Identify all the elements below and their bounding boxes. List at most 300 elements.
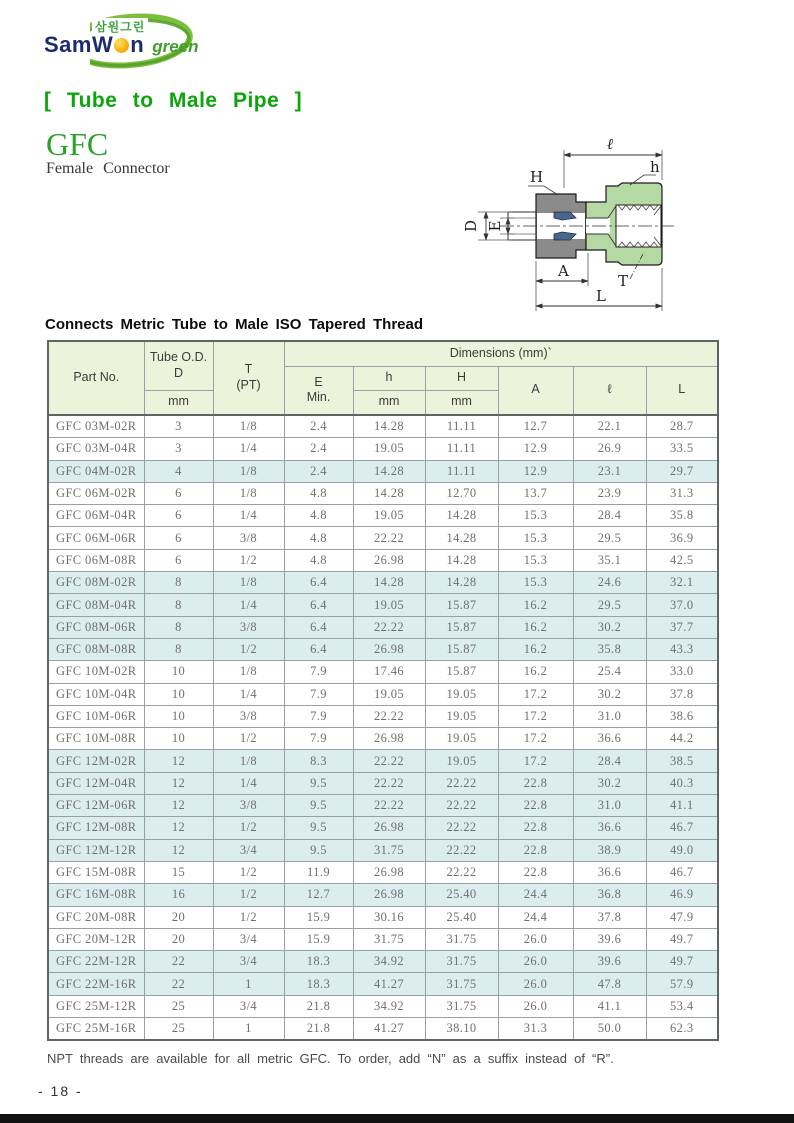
cell-h-cap: 14.28	[425, 572, 498, 594]
cell-l: 49.7	[646, 951, 718, 973]
cell-e-min: 18.3	[284, 973, 353, 995]
table-row	[48, 839, 718, 861]
cell-thread-size: 1/2	[213, 884, 284, 906]
cell-a: 15.3	[498, 549, 573, 571]
cell-e-min: 11.9	[284, 861, 353, 883]
cell-l: 46.9	[646, 884, 718, 906]
cell-h-cap: 14.28	[425, 549, 498, 571]
cell-l: 46.7	[646, 817, 718, 839]
cell-h: 22.22	[353, 616, 425, 638]
table-row	[48, 750, 718, 772]
col-header-tube-od: Tube O.D. D	[144, 341, 213, 390]
cell-part-no: GFC 03M-02R	[48, 415, 144, 438]
cell-thread-size: 3/8	[213, 616, 284, 638]
cell-e-min: 2.4	[284, 415, 353, 438]
cell-h-cap: 12.70	[425, 482, 498, 504]
cell-h: 26.98	[353, 817, 425, 839]
cell-part-no: GFC 12M-04R	[48, 772, 144, 794]
cell-thread-size: 3/8	[213, 527, 284, 549]
cell-tube-od: 16	[144, 884, 213, 906]
cell-h: 14.28	[353, 572, 425, 594]
cell-thread-size: 1/8	[213, 572, 284, 594]
cell-ell: 37.8	[573, 906, 646, 928]
cell-thread-size: 3/8	[213, 795, 284, 817]
logo-brand	[44, 32, 199, 58]
cell-part-no: GFC 08M-04R	[48, 594, 144, 616]
cell-ell: 36.8	[573, 884, 646, 906]
table-row	[48, 928, 718, 950]
cell-h: 19.05	[353, 438, 425, 460]
cell-h: 41.27	[353, 973, 425, 995]
table-row	[48, 728, 718, 750]
cell-h-cap: 22.22	[425, 839, 498, 861]
series-name: Female Connector	[46, 160, 170, 177]
cell-e-min: 18.3	[284, 951, 353, 973]
cell-e-min: 6.4	[284, 638, 353, 660]
col-header-ell: ℓ	[573, 366, 646, 415]
cell-ell: 22.1	[573, 415, 646, 438]
cell-part-no: GFC 12M-02R	[48, 750, 144, 772]
cell-ell: 36.6	[573, 861, 646, 883]
cell-a: 13.7	[498, 482, 573, 504]
cell-ell: 35.1	[573, 549, 646, 571]
cell-ell: 35.8	[573, 638, 646, 660]
col-header-tube-od-unit: mm	[144, 390, 213, 415]
table-row	[48, 995, 718, 1017]
cell-part-no: GFC 08M-08R	[48, 638, 144, 660]
cell-l: 37.0	[646, 594, 718, 616]
cell-ell: 23.1	[573, 460, 646, 482]
dim-label-E: E	[486, 220, 504, 232]
cell-ell: 47.8	[573, 973, 646, 995]
cell-h: 30.16	[353, 906, 425, 928]
cell-l: 35.8	[646, 505, 718, 527]
col-header-h-small-unit: mm	[353, 390, 425, 415]
cell-e-min: 4.8	[284, 482, 353, 504]
cell-l: 41.1	[646, 795, 718, 817]
cell-part-no: GFC 10M-06R	[48, 705, 144, 727]
cell-h-cap: 19.05	[425, 683, 498, 705]
dim-label-T: T	[618, 272, 629, 290]
cell-e-min: 7.9	[284, 683, 353, 705]
cell-h: 26.98	[353, 861, 425, 883]
cell-e-min: 8.3	[284, 750, 353, 772]
cell-h: 17.46	[353, 661, 425, 683]
cell-part-no: GFC 12M-12R	[48, 839, 144, 861]
cell-h-cap: 22.22	[425, 772, 498, 794]
cell-h-cap: 11.11	[425, 415, 498, 438]
cell-h-cap: 19.05	[425, 705, 498, 727]
cell-l: 38.6	[646, 705, 718, 727]
cell-a: 17.2	[498, 683, 573, 705]
dim-label-L: L	[596, 287, 606, 305]
cell-l: 33.5	[646, 438, 718, 460]
cell-ell: 23.9	[573, 482, 646, 504]
page-number: - 18 -	[38, 1083, 83, 1099]
cell-thread-size: 1/2	[213, 549, 284, 571]
cell-ell: 41.1	[573, 995, 646, 1017]
cell-part-no: GFC 10M-02R	[48, 661, 144, 683]
cell-h: 31.75	[353, 928, 425, 950]
cell-e-min: 4.8	[284, 527, 353, 549]
table-row	[48, 973, 718, 995]
table-row	[48, 616, 718, 638]
cell-e-min: 7.9	[284, 705, 353, 727]
cell-tube-od: 12	[144, 839, 213, 861]
cell-h: 31.75	[353, 839, 425, 861]
cell-tube-od: 8	[144, 572, 213, 594]
cell-l: 37.7	[646, 616, 718, 638]
dim-label-A: A	[558, 262, 569, 280]
cell-part-no: GFC 10M-08R	[48, 728, 144, 750]
cell-thread-size: 3/8	[213, 705, 284, 727]
cell-l: 32.1	[646, 572, 718, 594]
cell-ell: 26.9	[573, 438, 646, 460]
col-header-h-cap: H	[425, 366, 498, 390]
cell-h-cap: 11.11	[425, 438, 498, 460]
cell-e-min: 6.4	[284, 616, 353, 638]
col-header-dimensions: Dimensions (mm)`	[284, 341, 718, 366]
cell-a: 16.2	[498, 616, 573, 638]
col-header-e-min: E Min.	[284, 366, 353, 415]
cell-thread-size: 1/4	[213, 594, 284, 616]
cell-ell: 50.0	[573, 1018, 646, 1041]
cell-thread-size: 1/2	[213, 817, 284, 839]
cell-h-cap: 22.22	[425, 817, 498, 839]
cell-thread-size: 3/4	[213, 928, 284, 950]
cell-tube-od: 6	[144, 527, 213, 549]
cell-l: 33.0	[646, 661, 718, 683]
spec-table	[47, 340, 719, 1041]
cell-a: 12.9	[498, 438, 573, 460]
cell-a: 12.7	[498, 415, 573, 438]
cell-ell: 28.4	[573, 505, 646, 527]
cell-h: 14.28	[353, 415, 425, 438]
cell-tube-od: 10	[144, 661, 213, 683]
cell-tube-od: 8	[144, 616, 213, 638]
cell-e-min: 21.8	[284, 995, 353, 1017]
cell-h-cap: 11.11	[425, 460, 498, 482]
table-row	[48, 772, 718, 794]
cell-tube-od: 15	[144, 861, 213, 883]
cell-e-min: 21.8	[284, 1018, 353, 1041]
cell-l: 49.0	[646, 839, 718, 861]
category-title: [ Tube to Male Pipe ]	[44, 89, 303, 112]
cell-h-cap: 31.75	[425, 973, 498, 995]
cell-part-no: GFC 03M-04R	[48, 438, 144, 460]
brand-text-suffix: n	[130, 32, 145, 57]
cell-a: 16.2	[498, 638, 573, 660]
cell-h: 41.27	[353, 1018, 425, 1041]
cell-h: 26.98	[353, 638, 425, 660]
cell-tube-od: 25	[144, 1018, 213, 1041]
cell-tube-od: 25	[144, 995, 213, 1017]
cell-h-cap: 31.75	[425, 951, 498, 973]
cell-l: 31.3	[646, 482, 718, 504]
cell-tube-od: 4	[144, 460, 213, 482]
cell-h-cap: 31.75	[425, 928, 498, 950]
cell-tube-od: 6	[144, 482, 213, 504]
cell-a: 15.3	[498, 572, 573, 594]
cell-part-no: GFC 16M-08R	[48, 884, 144, 906]
cell-a: 15.3	[498, 505, 573, 527]
cell-part-no: GFC 12M-06R	[48, 795, 144, 817]
cell-part-no: GFC 22M-16R	[48, 973, 144, 995]
cell-thread-size: 1/8	[213, 750, 284, 772]
table-row	[48, 505, 718, 527]
cell-tube-od: 12	[144, 795, 213, 817]
cell-h: 22.22	[353, 772, 425, 794]
cell-ell: 28.4	[573, 750, 646, 772]
series-code: GFC	[46, 126, 109, 162]
cell-l: 38.5	[646, 750, 718, 772]
cell-e-min: 6.4	[284, 594, 353, 616]
table-row	[48, 482, 718, 504]
col-header-a: A	[498, 366, 573, 415]
cell-e-min: 9.5	[284, 839, 353, 861]
cell-ell: 39.6	[573, 951, 646, 973]
table-row	[48, 527, 718, 549]
cell-ell: 30.2	[573, 772, 646, 794]
cell-a: 16.2	[498, 594, 573, 616]
cell-h: 34.92	[353, 951, 425, 973]
cell-h-cap: 19.05	[425, 728, 498, 750]
cell-a: 22.8	[498, 861, 573, 883]
table-row	[48, 572, 718, 594]
cell-tube-od: 22	[144, 951, 213, 973]
cell-a: 26.0	[498, 973, 573, 995]
cell-tube-od: 20	[144, 928, 213, 950]
cell-h-cap: 14.28	[425, 505, 498, 527]
cell-thread-size: 1/2	[213, 728, 284, 750]
cell-part-no: GFC 22M-12R	[48, 951, 144, 973]
cell-part-no: GFC 25M-12R	[48, 995, 144, 1017]
dim-label-h: h	[650, 158, 660, 176]
cell-tube-od: 3	[144, 438, 213, 460]
dim-label-D: D	[462, 219, 480, 233]
cell-e-min: 9.5	[284, 817, 353, 839]
cell-h-cap: 25.40	[425, 884, 498, 906]
cell-thread-size: 1/8	[213, 661, 284, 683]
cell-l: 37.8	[646, 683, 718, 705]
table-row	[48, 460, 718, 482]
cell-part-no: GFC 06M-02R	[48, 482, 144, 504]
cell-thread-size: 1/4	[213, 505, 284, 527]
cell-ell: 36.6	[573, 817, 646, 839]
page-bottom-bar	[0, 1114, 794, 1123]
table-title: Connects Metric Tube to Male ISO Tapered Thread	[45, 316, 424, 333]
cell-a: 31.3	[498, 1018, 573, 1041]
table-row	[48, 705, 718, 727]
footer-note: NPT threads are available for all metric GFC. To order, add “N” as a suffix instead of “R”.	[47, 1051, 614, 1066]
cell-e-min: 4.8	[284, 549, 353, 571]
cell-a: 26.0	[498, 995, 573, 1017]
cell-h: 22.22	[353, 527, 425, 549]
cell-thread-size: 1/2	[213, 906, 284, 928]
cell-part-no: GFC 20M-08R	[48, 906, 144, 928]
cell-ell: 29.5	[573, 527, 646, 549]
cell-a: 22.8	[498, 795, 573, 817]
cell-thread-size: 1/8	[213, 415, 284, 438]
cell-tube-od: 6	[144, 505, 213, 527]
brand-text-prefix: SamW	[44, 32, 114, 57]
cell-h: 19.05	[353, 505, 425, 527]
cell-tube-od: 20	[144, 906, 213, 928]
col-header-h-cap-unit: mm	[425, 390, 498, 415]
cell-h: 14.28	[353, 460, 425, 482]
cell-part-no: GFC 06M-06R	[48, 527, 144, 549]
cell-ell: 30.2	[573, 616, 646, 638]
samwon-logo	[40, 12, 198, 72]
cell-ell: 29.5	[573, 594, 646, 616]
cell-ell: 30.2	[573, 683, 646, 705]
logo-korean-text: 삼원그린	[92, 18, 148, 35]
cell-a: 15.3	[498, 527, 573, 549]
orange-dot-icon	[114, 38, 129, 53]
table-row	[48, 415, 718, 438]
cell-tube-od: 3	[144, 415, 213, 438]
cell-tube-od: 12	[144, 817, 213, 839]
table-row	[48, 817, 718, 839]
cell-l: 47.9	[646, 906, 718, 928]
fitting-cross-section-diagram	[458, 128, 780, 320]
cell-thread-size: 1/4	[213, 772, 284, 794]
col-header-thread: T (PT)	[213, 341, 284, 415]
table-row	[48, 884, 718, 906]
cell-h: 34.92	[353, 995, 425, 1017]
spec-table-body	[48, 415, 718, 1040]
cell-h-cap: 15.87	[425, 594, 498, 616]
dim-label-ell: ℓ	[606, 135, 614, 153]
brand-tagline: green	[152, 37, 199, 56]
cell-tube-od: 8	[144, 594, 213, 616]
cell-part-no: GFC 10M-04R	[48, 683, 144, 705]
cell-a: 16.2	[498, 661, 573, 683]
table-row	[48, 438, 718, 460]
cell-a: 26.0	[498, 928, 573, 950]
cell-a: 12.9	[498, 460, 573, 482]
table-row	[48, 661, 718, 683]
cell-thread-size: 1/2	[213, 861, 284, 883]
table-row	[48, 683, 718, 705]
cell-e-min: 6.4	[284, 572, 353, 594]
cell-l: 46.7	[646, 861, 718, 883]
cell-h-cap: 15.87	[425, 661, 498, 683]
cell-thread-size: 1/4	[213, 683, 284, 705]
cell-e-min: 2.4	[284, 460, 353, 482]
cell-part-no: GFC 06M-08R	[48, 549, 144, 571]
cell-l: 43.3	[646, 638, 718, 660]
cell-part-no: GFC 20M-12R	[48, 928, 144, 950]
cell-ell: 39.6	[573, 928, 646, 950]
col-header-l-cap: L	[646, 366, 718, 415]
cell-l: 42.5	[646, 549, 718, 571]
cell-ell: 31.0	[573, 795, 646, 817]
cell-h: 19.05	[353, 594, 425, 616]
cell-h-cap: 22.22	[425, 861, 498, 883]
cell-h: 26.98	[353, 549, 425, 571]
cell-thread-size: 1/4	[213, 438, 284, 460]
cell-part-no: GFC 08M-02R	[48, 572, 144, 594]
cell-ell: 24.6	[573, 572, 646, 594]
cell-h-cap: 38.10	[425, 1018, 498, 1041]
cell-thread-size: 1	[213, 973, 284, 995]
col-header-part-no: Part No.	[48, 341, 144, 415]
dim-label-H: H	[530, 168, 544, 186]
cell-thread-size: 3/4	[213, 995, 284, 1017]
cell-l: 62.3	[646, 1018, 718, 1041]
cell-h-cap: 22.22	[425, 795, 498, 817]
cell-ell: 31.0	[573, 705, 646, 727]
cell-h: 26.98	[353, 728, 425, 750]
cell-part-no: GFC 08M-06R	[48, 616, 144, 638]
cell-e-min: 12.7	[284, 884, 353, 906]
cell-a: 17.2	[498, 728, 573, 750]
cell-a: 17.2	[498, 705, 573, 727]
cell-a: 17.2	[498, 750, 573, 772]
spec-table-header	[48, 341, 718, 415]
table-row	[48, 906, 718, 928]
table-row	[48, 594, 718, 616]
cell-e-min: 15.9	[284, 906, 353, 928]
cell-h-cap: 15.87	[425, 638, 498, 660]
cell-h-cap: 15.87	[425, 616, 498, 638]
cell-a: 22.8	[498, 772, 573, 794]
cell-l: 49.7	[646, 928, 718, 950]
cell-h: 19.05	[353, 683, 425, 705]
cell-h-cap: 31.75	[425, 995, 498, 1017]
cell-h: 26.98	[353, 884, 425, 906]
cell-thread-size: 1/8	[213, 460, 284, 482]
cell-part-no: GFC 12M-08R	[48, 817, 144, 839]
cell-a: 26.0	[498, 951, 573, 973]
cell-e-min: 7.9	[284, 661, 353, 683]
cell-tube-od: 10	[144, 705, 213, 727]
cell-a: 22.8	[498, 839, 573, 861]
col-header-h-small: h	[353, 366, 425, 390]
cell-thread-size: 1	[213, 1018, 284, 1041]
cell-h: 22.22	[353, 750, 425, 772]
cell-tube-od: 10	[144, 728, 213, 750]
cell-e-min: 7.9	[284, 728, 353, 750]
cell-l: 53.4	[646, 995, 718, 1017]
cell-h: 14.28	[353, 482, 425, 504]
cell-tube-od: 22	[144, 973, 213, 995]
cell-ell: 38.9	[573, 839, 646, 861]
cell-l: 29.7	[646, 460, 718, 482]
table-row	[48, 951, 718, 973]
table-row	[48, 638, 718, 660]
cell-a: 22.8	[498, 817, 573, 839]
cell-l: 44.2	[646, 728, 718, 750]
cell-h: 22.22	[353, 705, 425, 727]
cell-h: 22.22	[353, 795, 425, 817]
cell-tube-od: 8	[144, 638, 213, 660]
cell-e-min: 2.4	[284, 438, 353, 460]
cell-l: 57.9	[646, 973, 718, 995]
cell-ell: 36.6	[573, 728, 646, 750]
cell-e-min: 15.9	[284, 928, 353, 950]
cell-l: 40.3	[646, 772, 718, 794]
cell-h-cap: 19.05	[425, 750, 498, 772]
table-row	[48, 795, 718, 817]
cell-thread-size: 3/4	[213, 839, 284, 861]
cell-thread-size: 1/2	[213, 638, 284, 660]
cell-l: 36.9	[646, 527, 718, 549]
cell-tube-od: 6	[144, 549, 213, 571]
cell-tube-od: 10	[144, 683, 213, 705]
cell-l: 28.7	[646, 415, 718, 438]
